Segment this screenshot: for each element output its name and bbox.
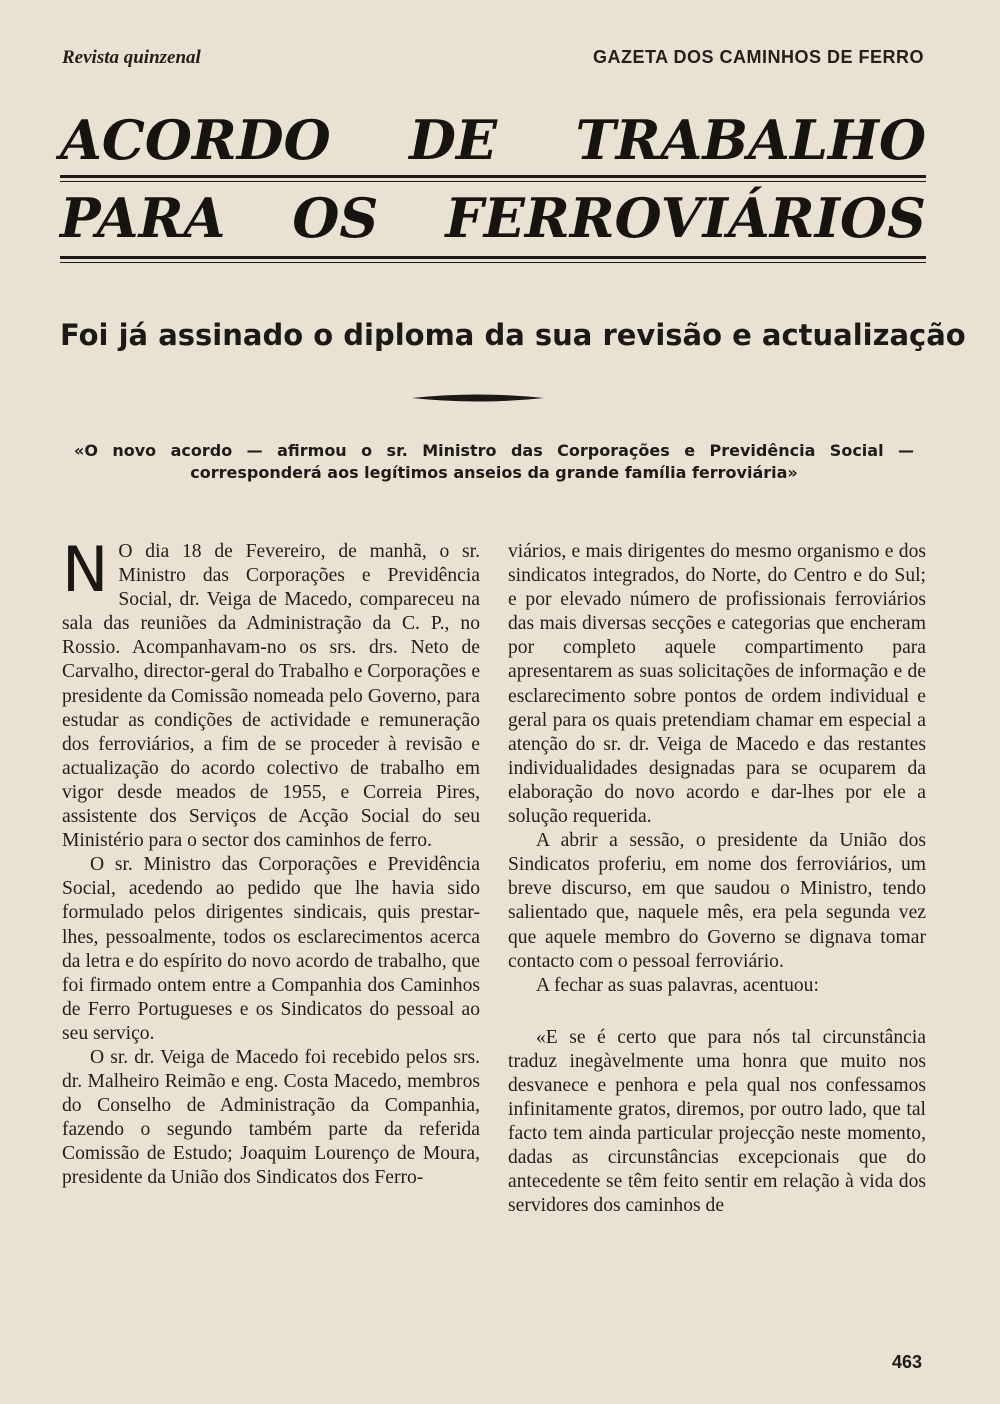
article-paragraph <box>62 533 481 853</box>
title-rule-thin <box>60 181 926 182</box>
title-word: FERROVIÁRIOS <box>445 186 926 250</box>
swelled-rule-ornament <box>412 392 544 404</box>
running-head <box>62 47 924 69</box>
pull-quote: «O novo acordo — afirmou o sr. Ministro das Corporações e Previdência Social — corresponderá aos legítimos anseios da grande família ferroviária» <box>74 441 914 482</box>
article-paragraph: A fechar as suas palavras, acentuou: <box>536 974 819 996</box>
title-rule <box>60 175 926 178</box>
article-paragraph: viários, e mais dirigentes do mesmo organismo e dos sindicatos integrados, do Norte, do Centro e do Sul; e por elevado número de profissionais ferroviários das mais diversas secções e categorias que encheram por completo aquele compartimento para apresentarem as suas solicitações de informação e de esclarecimento sobre pontos de ordem individual e geral para os quais pretendiam chamar em especial a atenção do sr. dr. Veiga de Macedo e das restantes individualidades designadas para se ocuparem da elaboração do novo acordo e dar-lhes por ele a solução requerida. <box>508 541 926 828</box>
title-rule-thin <box>60 262 926 263</box>
article-paragraph: O sr. dr. Veiga de Macedo foi recebido pelos srs. dr. Malheiro Reimão e eng. Costa Macedo, membros do Conselho de Administração da Companhia, fazendo o segundo também parte da referida Comissão de Estudo; Joaquim Lourenço de Moura, presidente da União dos Sindicatos dos Ferro- <box>62 1046 480 1189</box>
article-title-line-2 <box>60 186 926 250</box>
article-title-line-1 <box>60 108 926 172</box>
title-word: PARA <box>60 186 226 250</box>
article-quote-paragraph: «E se é certo que para nós tal circunstância traduz inegàvelmente uma honra que muito nos desvanece e penhora e pela qual nos confessamos infinitamente gratos, diremos, por outro lado, que tal facto tem ainda particular projecção neste momento, dadas as circunstâncias excepcionais que do antecedente se têm feito sentir em relação à vida dos servidores dos caminhos de <box>508 1026 926 1217</box>
running-head-right: GAZETA DOS CAMINHOS DE FERRO <box>592 47 924 67</box>
article-column-left <box>62 533 481 1191</box>
running-head-left: Revista quinzenal <box>62 47 201 68</box>
article-subtitle: Foi já assinado o diploma da sua revisão e actualização <box>60 318 966 352</box>
paragraph-text: O dia 18 de Fevereiro, de manhã, o sr. Ministro das Corporações e Previdência Social, dr. Veiga de Macedo, compareceu na sala das reuniões da Administração da C. P., no Rossio. Acompanhavam-no os srs. drs. Neto de Carvalho, director-geral do Trabalho e Corporações e presidente da Comissão nomeada pelo Governo, para estudar as condições de actividade e remuneração dos ferroviários, a fim de se proceder à revisão e actualização do acordo colectivo de trabalho em vigor desde meados de 1955, e Correia Pires, assistente dos Serviços de Acção Social do seu Ministério para o sector dos caminhos de ferro. <box>62 541 481 852</box>
article-column-right <box>508 540 926 1219</box>
title-word: TRABALHO <box>575 108 926 172</box>
article-paragraph: A abrir a sessão, o presidente da União dos Sindicatos proferiu, em nome dos ferroviários, um breve discurso, em que saudou o Ministro, tendo salientado que, naquele mês, era pela segunda vez que aquele membro do Governo se dignava tomar contacto com o pessoal ferroviário. <box>508 830 926 972</box>
title-word: ACORDO <box>60 108 331 172</box>
article-paragraph: O sr. Ministro das Corporações e Previdência Social, acedendo ao pedido que lhe havia sido formulado pelos dirigentes sindicais, quis prestar-lhes, pessoalmente, todos os esclarecimentos acerca da letra e do espírito do novo acordo de trabalho, que foi firmado ontem entre a Companhia dos Caminhos de Ferro Portugueses e os Sindicatos do pessoal ao seu serviço. <box>62 854 480 1044</box>
drop-cap: N <box>62 533 109 606</box>
title-word: DE <box>409 108 498 172</box>
title-word: OS <box>292 186 379 250</box>
title-rule <box>60 256 926 259</box>
page-number: 463 <box>891 1352 922 1372</box>
